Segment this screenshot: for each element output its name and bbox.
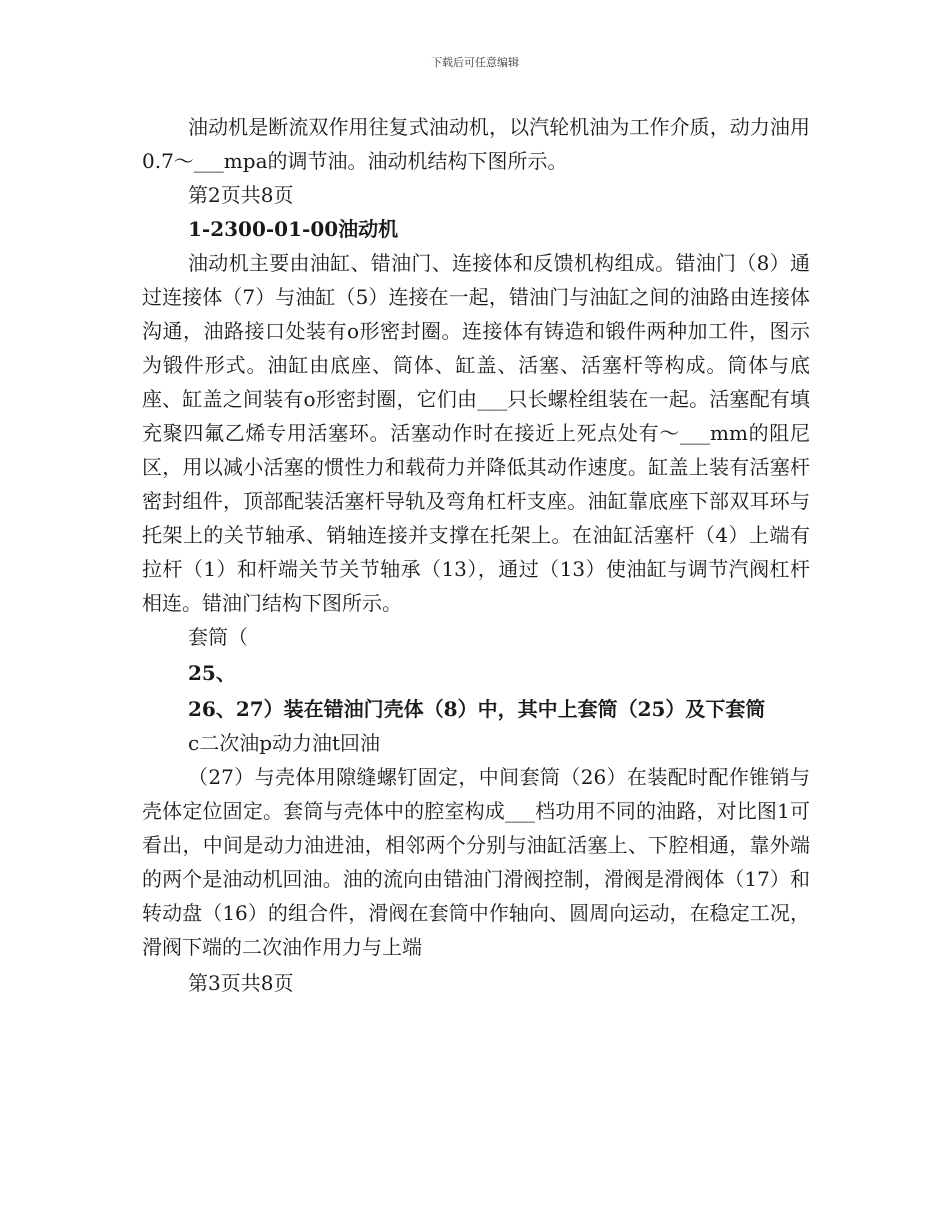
paragraph-oil-paths: （27）与壳体用隙缝螺钉固定，中间套筒（26）在装配时配作锥销与壳体定位固定。套筒与壳体中的腔室构成___档功用不同的油路，对比图1可看出，中间是动力油进油，相邻两个分别与油缸活塞上、下腔相通，靠外端的两个是油动机回油。油的流向由错油门滑阀控制，滑阀是滑阀体（17）和转动盘（16）的组合件，滑阀在套筒中作轴向、圆周向运动，在稳定工况，滑阀下端的二次油作用力与上端 [142,765,810,959]
page-header: 下载后可任意编辑 [431,56,519,69]
document-body [142,110,810,1000]
paragraph-sleeve-number: 25、 [188,661,236,685]
paragraph-sleeve: 套筒（ [188,625,248,649]
paragraph-structure: 油动机主要由油缸、错油门、连接体和反馈机构组成。错油门（8）通过连接体（7）与油缸（5）连接在一起，错油门与油缸之间的油路由连接体沟通，油路接口处装有o形密封圈。连接体有铸造和锻件两种加工件，图示为锻件形式。油缸由底座、筒体、缸盖、活塞、活塞杆等构成。筒体与底座、缸盖之间装有o形密封圈，它们由___只长螺栓组装在一起。活塞配有填充聚四氟乙烯专用活塞环。活塞动作时在接近上死点处有～___mm的阻尼区，用以减小活塞的惯性力和载荷力并降低其动作速度。缸盖上装有活塞杆密封组件，顶部配装活塞杆导轨及弯角杠杆支座。油缸靠底座下部双耳环与托架上的关节轴承、销轴连接并支撑在托架上。在油缸活塞杆（4）上端有拉杆（1）和杆端关节关节轴承（13），通过（13）使油缸与调节汽阀杠杆相连。错油门结构下图所示。 [142,251,810,615]
paragraph-sleeve-location: 26、27）装在错油门壳体（8）中，其中上套筒（25）及下套筒 [188,697,766,721]
page-number-3: 第3页共8页 [188,971,294,995]
section-title: 1-2300-01-00油动机 [188,217,399,241]
legend-line: c二次油p动力油t回油 [188,731,381,755]
paragraph-intro: 油动机是断流双作用往复式油动机，以汽轮机油为工作介质，动力油用0.7～___mpa的调节油。油动机结构下图所示。 [142,115,810,173]
page-number-2: 第2页共8页 [188,183,294,207]
